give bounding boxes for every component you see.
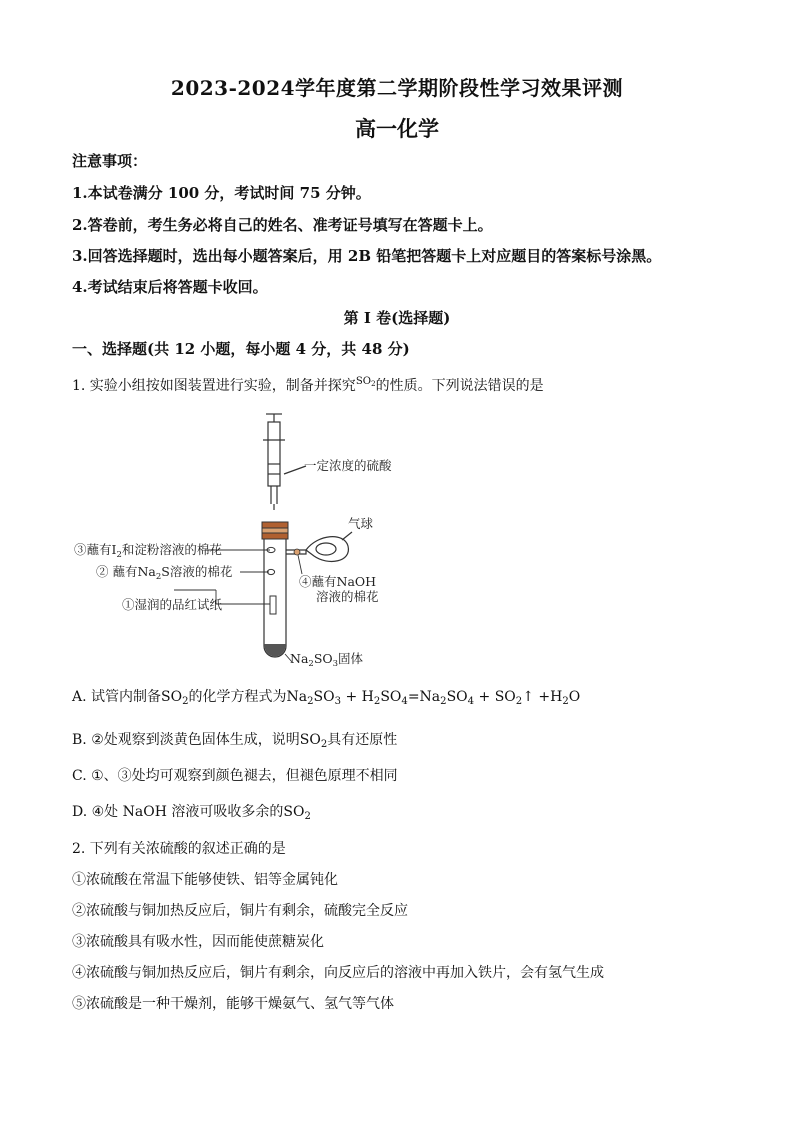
question-1-option-d: D. ④处 NaOH 溶液可吸收多余的$SO_2$ (72, 804, 311, 822)
exam-title: 2023-2024学年度第二学期阶段性学习效果评测 (170, 76, 624, 100)
balloon-label: 气球 (348, 516, 374, 531)
part-title: 第 I 卷(选择题) (343, 309, 451, 327)
balloon (306, 532, 352, 561)
note-item-3: 3.回答选择题时，选出每小题答案后，用 2B 铅笔把答题卡上对应题目的答案标号涂黑。 (72, 247, 662, 265)
question-1-option-c: C. ①、③处均可观察到颜色褪去，但褪色原理不相同 (72, 768, 398, 784)
cotton-2-label: ② 蘸有$Na_2S$溶液的棉花 (96, 564, 233, 582)
question-2-statement-3: ③浓硫酸具有吸水性，因而能使蔗糖炭化 (72, 934, 324, 950)
cotton-4-label-line2: 溶液的棉花 (316, 589, 379, 604)
litmus-label: ①湿润的品红试纸 (122, 597, 223, 612)
note-item-1: 1.本试卷满分 100 分，考试时间 75 分钟。 (72, 184, 371, 202)
stopper-mid (262, 528, 288, 533)
question-2-statement-2: ②浓硫酸与铜加热反应后，铜片有剩余，硫酸完全反应 (72, 903, 408, 919)
cotton-3-label: ③蘸有$I_2$和淀粉溶液的棉花 (74, 542, 222, 560)
cotton-4-label-line1: ④蘸有NaOH (299, 574, 377, 589)
question-1-option-b: B. ②处观察到淡黄色固体生成，说明$SO_2$具有还原性 (72, 732, 398, 750)
exam-subject: 高一化学 (355, 116, 439, 141)
note-item-4: 4.考试结束后将答题卡收回。 (72, 278, 268, 296)
stopper-top (262, 522, 288, 528)
cotton-balls (264, 547, 275, 574)
notes-heading: 注意事项： (72, 152, 148, 170)
question-2-stem: 2. 下列有关浓硫酸的叙述正确的是 (72, 841, 286, 857)
sulfuric-acid-label: 一定浓度的硫酸 (304, 458, 392, 473)
question-2-statement-4: ④浓硫酸与铜加热反应后，铜片有剩余，向反应后的溶液中再加入铁片，会有氢气生成 (72, 965, 604, 981)
section-heading: 一、选择题(共 12 小题，每小题 4 分，共 48 分) (72, 340, 410, 358)
question-2-statement-1: ①浓硫酸在常温下能够使铁、铝等金属钝化 (72, 872, 338, 888)
stopper-bottom (262, 533, 288, 539)
question-1-stem: 1. 实验小组按如图装置进行实验，制备并探究$^{SO_2}$的性质。下列说法错误的是 (72, 376, 544, 394)
apparatus-figure (66, 404, 446, 674)
note-item-2: 2.答卷前，考生务必将自己的姓名、准考证号填写在答题卡上。 (72, 216, 493, 234)
naoh-cotton (294, 549, 300, 555)
question-1-option-a: A. 试管内制备$SO_2$的化学方程式为$Na_2SO_3 + H_2SO_4=Na_2SO_4$ + $SO_2↑ +H_2O$ (72, 689, 581, 707)
question-2-statement-5: ⑤浓硫酸是一种干燥剂，能够干燥氨气、氢气等气体 (72, 996, 394, 1012)
syringe (263, 414, 306, 510)
litmus-paper (270, 596, 276, 614)
test-tube (264, 539, 286, 657)
solid-label: $Na_2SO_3$固体 (290, 651, 364, 669)
